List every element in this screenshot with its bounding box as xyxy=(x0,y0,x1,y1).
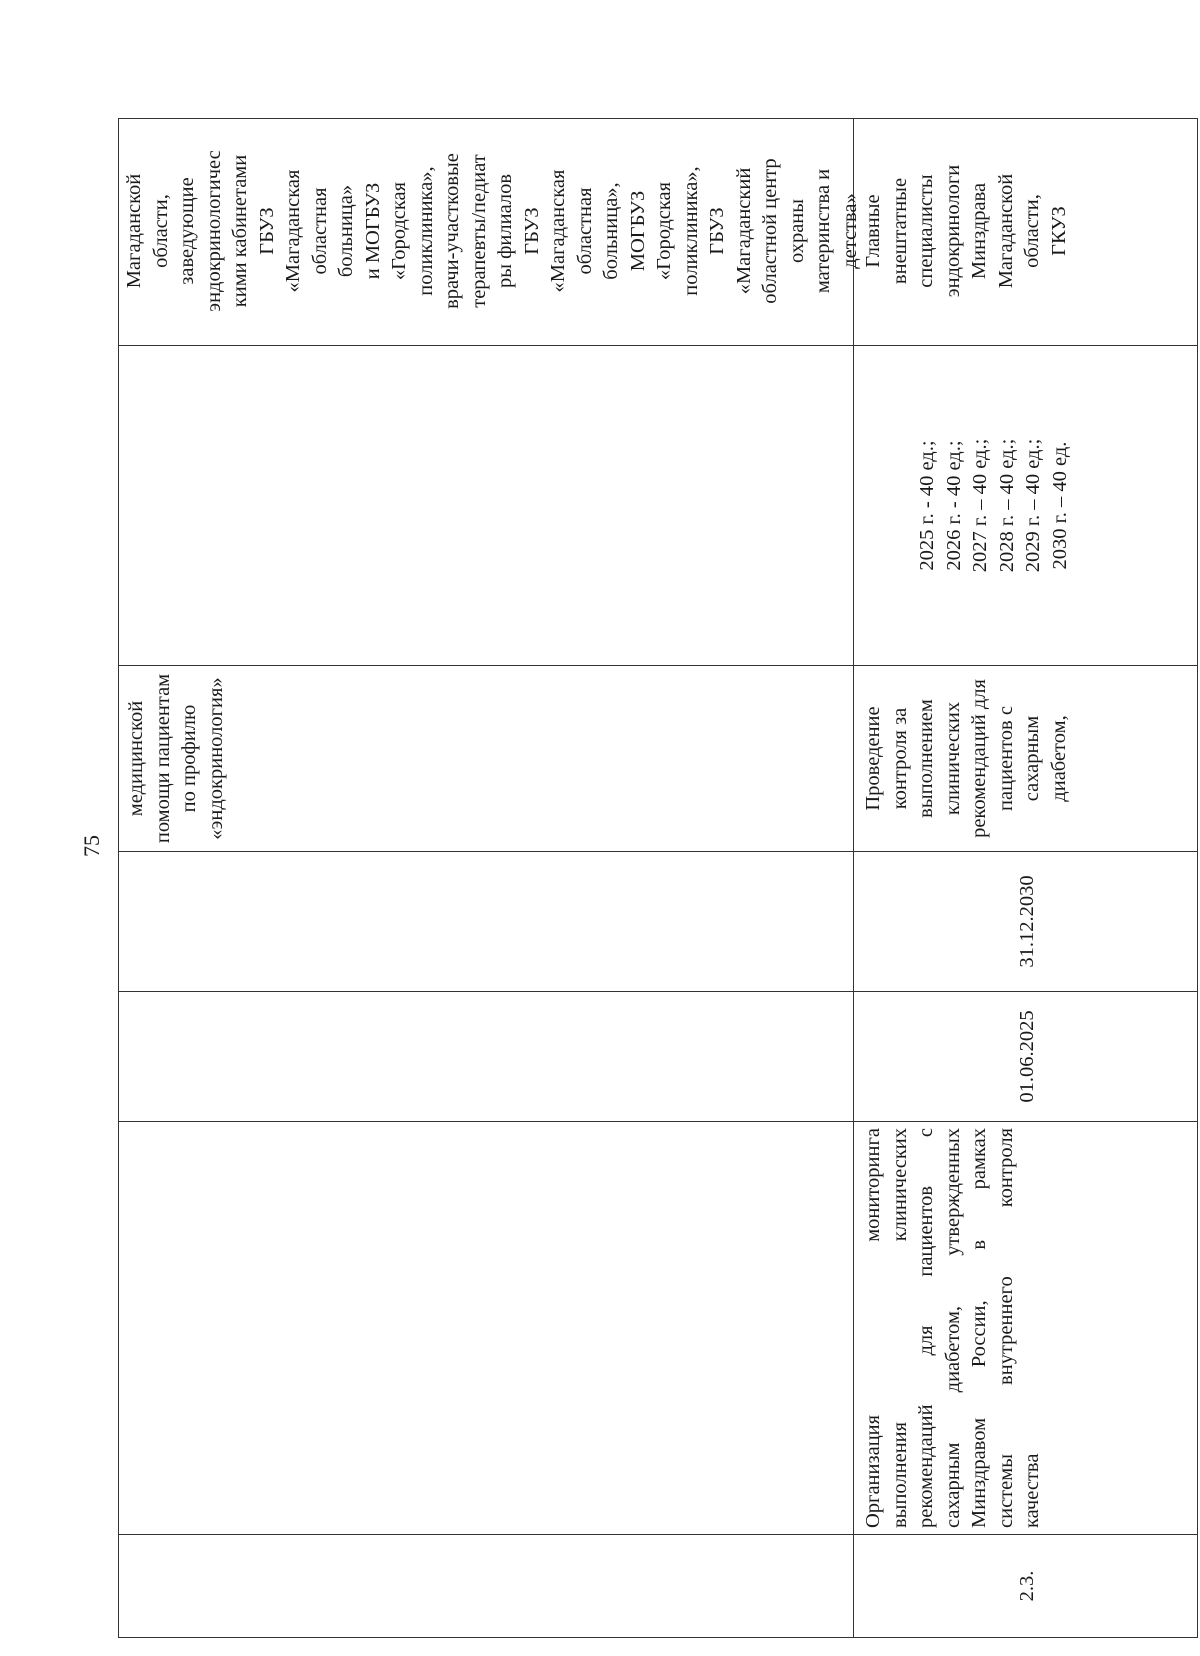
result-line: клинических xyxy=(941,701,964,816)
responsible-line: поликлиника», xyxy=(414,166,437,296)
cell-number xyxy=(119,1534,853,1637)
responsible-line: областной центр xyxy=(759,158,781,304)
result-line: пациентов с xyxy=(994,706,1017,811)
indicator-line: 2027 г. – 40 ед.; xyxy=(969,438,991,573)
cell-result xyxy=(854,665,1198,851)
cell-result xyxy=(119,665,853,851)
responsible-line: «Городская xyxy=(653,181,675,281)
responsible-line: «Магаданская xyxy=(547,169,569,293)
cell-task xyxy=(119,1121,853,1534)
cell-responsible xyxy=(119,118,861,345)
responsible-line: материнства и xyxy=(812,168,834,294)
responsible-line: «Магаданская xyxy=(282,169,304,293)
responsible-line: внештатные xyxy=(888,177,911,285)
activity-table xyxy=(118,118,1198,1638)
task-line: Минздравом России, в рамках xyxy=(968,1128,990,1528)
responsible-line: кими кабинетами xyxy=(229,154,251,308)
responsible-line: области, xyxy=(149,194,172,268)
result-line: контроля за xyxy=(888,707,911,810)
result-line: помощи пациентам xyxy=(151,673,174,844)
result-line: сахарным xyxy=(1021,715,1043,802)
responsible-line: областная xyxy=(573,187,596,275)
responsible-line: Минздрава xyxy=(968,182,990,280)
responsible-line: Главные xyxy=(862,194,884,268)
item-number: 2.3. xyxy=(1015,1570,1038,1602)
result-line: медицинской xyxy=(125,700,147,817)
responsible-line: ГБУЗ xyxy=(706,207,728,255)
table-row xyxy=(854,118,1198,1637)
responsible-line: эндокринологичес xyxy=(202,150,225,312)
responsible-line: ГКУЗ xyxy=(1047,206,1070,256)
responsible-line: терапевты/педиат xyxy=(467,154,490,308)
task-line: Организация мониторинга xyxy=(862,1128,884,1528)
responsible-line: детства» xyxy=(838,193,861,269)
table-row xyxy=(119,118,861,1637)
cell-number xyxy=(854,1534,1198,1637)
result-line: диабетом, xyxy=(1047,715,1070,802)
responsible-line: «Городская xyxy=(388,181,410,281)
indicator-line: 2028 г. – 40 ед.; xyxy=(995,438,1018,573)
cell-start-date xyxy=(119,991,853,1121)
task-line: выполнения клинических xyxy=(888,1128,911,1528)
cell-task xyxy=(854,1121,1198,1534)
task-line: рекомендаций для пациентов с xyxy=(915,1128,937,1528)
task-line: сахарным диабетом, утвержденных xyxy=(941,1128,964,1528)
indicator-line: 2030 г. – 40 ед. xyxy=(1048,441,1071,570)
result-line: Проведение xyxy=(862,706,884,811)
responsible-line: больница», xyxy=(600,182,622,280)
task-line: качества xyxy=(1021,1453,1043,1528)
result-line: рекомендаций для xyxy=(968,679,990,838)
indicator-line: 2026 г. - 40 ед.; xyxy=(942,440,965,571)
responsible-line: ГБУЗ xyxy=(255,207,278,255)
responsible-line: области, xyxy=(1021,194,1043,268)
end-date: 31.12.2030 xyxy=(1015,875,1038,968)
responsible-line: охраны xyxy=(785,198,808,264)
responsible-line: и МОГБУЗ xyxy=(361,182,384,280)
cell-start-date xyxy=(854,991,1198,1121)
result-line: по профилю xyxy=(178,704,200,813)
indicator-line: 2025 г. - 40 ед.; xyxy=(916,440,938,571)
cell-end-date xyxy=(854,851,1198,991)
responsible-line: МОГБУЗ xyxy=(626,190,649,272)
responsible-line: заведующие xyxy=(176,177,198,285)
cell-indicator xyxy=(119,345,853,665)
table-frame xyxy=(118,118,1198,1638)
cell-responsible xyxy=(854,118,1198,345)
responsible-line: больница» xyxy=(335,184,357,278)
responsible-line: Магаданской xyxy=(994,173,1017,289)
result-line: «эндокринология» xyxy=(204,677,227,840)
responsible-line: «Магаданский xyxy=(732,167,755,295)
responsible-line: врачи-участковые xyxy=(441,153,463,309)
start-date: 01.06.2025 xyxy=(1015,1010,1038,1103)
result-line: выполнением xyxy=(915,699,937,818)
page-number-text: 75 xyxy=(79,835,104,857)
responsible-line: эндокринологи xyxy=(941,164,964,298)
responsible-line: областная xyxy=(308,187,331,275)
responsible-line: Магаданской xyxy=(123,173,145,289)
cell-end-date xyxy=(119,851,853,991)
task-line: системы внутреннего контроля xyxy=(994,1128,1017,1528)
cell-indicator xyxy=(854,345,1198,665)
responsible-line: ГБУЗ xyxy=(520,207,543,255)
responsible-line: ры филиалов xyxy=(494,173,516,289)
responsible-line: поликлиника», xyxy=(679,166,702,296)
responsible-line: специалисты xyxy=(915,174,937,288)
indicator-line: 2029 г. – 40 ед.; xyxy=(1022,438,1044,573)
